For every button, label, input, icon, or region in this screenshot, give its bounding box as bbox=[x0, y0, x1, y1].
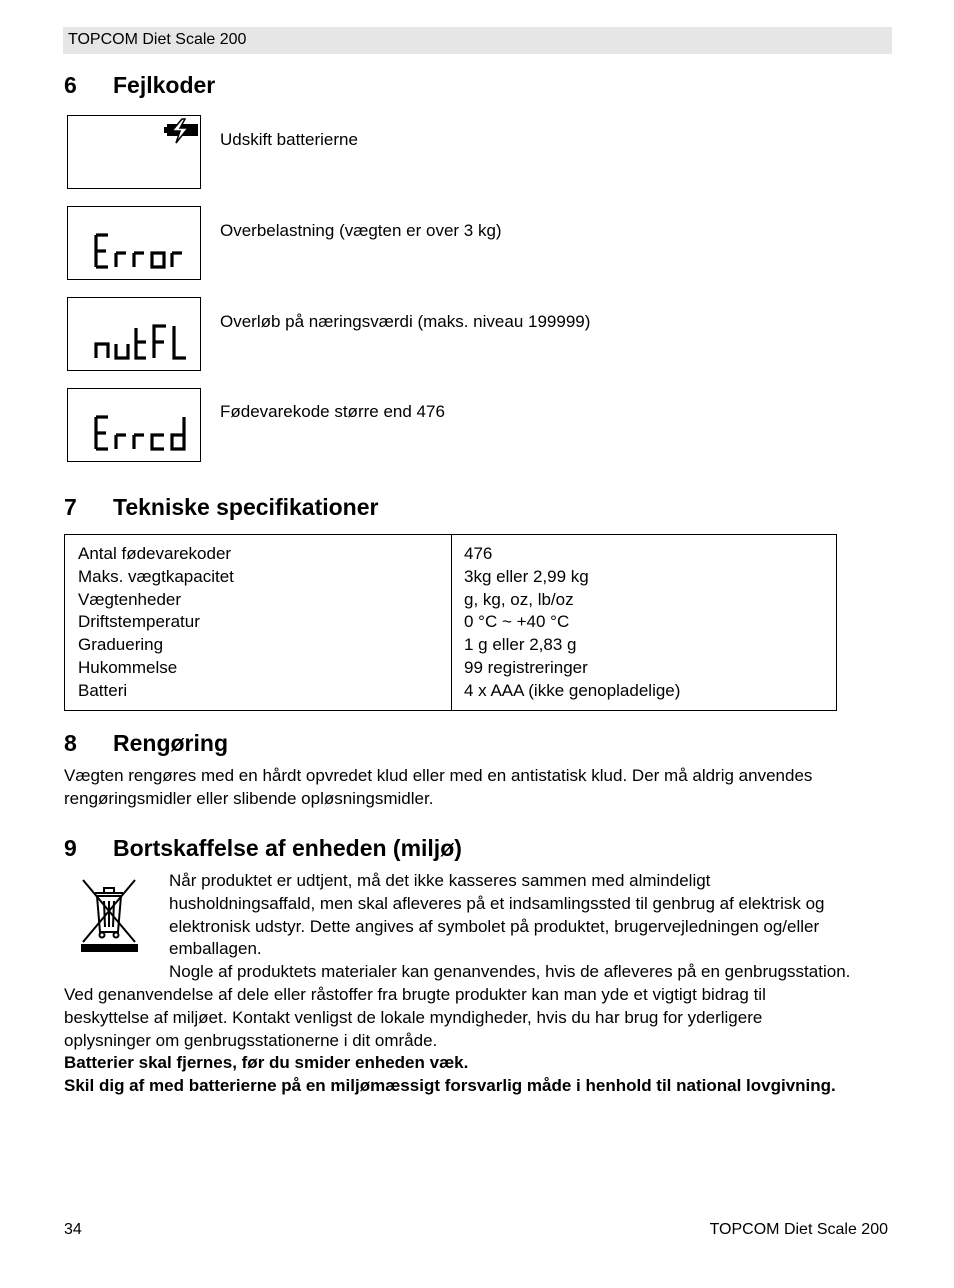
paragraph-line: Når produktet er udtjent, må det ikke kasseres sammen med almindeligt bbox=[169, 871, 711, 890]
section-number: 8 bbox=[64, 730, 77, 756]
spec-label: Hukommelse bbox=[78, 657, 178, 677]
error-description: Overbelastning (vægten er over 3 kg) bbox=[220, 221, 502, 240]
section-title: Tekniske specifikationer bbox=[113, 494, 379, 520]
battery-low-icon bbox=[68, 116, 202, 190]
spec-value: 4 x AAA (ikke genopladelige) bbox=[464, 680, 681, 700]
spec-value: 1 g eller 2,83 g bbox=[464, 635, 577, 655]
table-divider bbox=[451, 535, 452, 710]
lcd-error-text bbox=[68, 207, 202, 281]
cleaning-paragraph bbox=[64, 765, 894, 811]
section-title: Bortskaffelse af enheden (miljø) bbox=[113, 835, 462, 861]
lcd-error-display bbox=[67, 206, 201, 280]
disposal-indented-paragraph bbox=[169, 870, 889, 984]
section-number: 9 bbox=[64, 835, 77, 861]
lcd-nutfl-display bbox=[67, 297, 201, 371]
lcd-errcd-display bbox=[67, 388, 201, 462]
spec-labels-column bbox=[78, 543, 234, 703]
paragraph-line: husholdningsaffald, men skal afleveres på et indsamlingssted til genbrug af elektrisk og bbox=[169, 893, 825, 913]
section-number: 6 bbox=[64, 72, 77, 98]
spec-label: Driftstemperatur bbox=[78, 612, 200, 632]
paragraph-line: beskyttelse af miljøet. Kontakt venligst de lokale myndigheder, hvis du har brug for yderligere bbox=[64, 1007, 763, 1027]
disposal-paragraph bbox=[64, 984, 894, 1098]
paragraph-line: rengøringsmidler eller slibende opløsningsmidler. bbox=[64, 788, 434, 808]
spec-label: Antal fødevarekoder bbox=[78, 544, 232, 563]
page-header bbox=[63, 27, 892, 54]
spec-value: 476 bbox=[464, 544, 493, 563]
error-description: Overløb på næringsværdi (maks. niveau 199999) bbox=[220, 312, 591, 331]
spec-label: Vægtenheder bbox=[78, 589, 182, 609]
lcd-errcd-text bbox=[68, 389, 202, 463]
spec-label: Maks. vægtkapacitet bbox=[78, 566, 234, 586]
spec-table bbox=[64, 534, 837, 711]
section-title: Rengøring bbox=[113, 730, 228, 756]
lcd-battery-display bbox=[67, 115, 201, 189]
spec-value: 0 °C ~ +40 °C bbox=[464, 612, 570, 632]
paragraph-line: emballagen. bbox=[169, 939, 262, 959]
spec-value: 3kg eller 2,99 kg bbox=[464, 566, 589, 586]
footer-brand: TOPCOM Diet Scale 200 bbox=[709, 1221, 888, 1238]
spec-label: Batteri bbox=[78, 680, 128, 700]
section-number: 7 bbox=[64, 494, 77, 520]
paragraph-line: Ved genanvendelse af dele eller råstoffer fra brugte produkter kan man yde et vigtigt bidrag til bbox=[64, 985, 766, 1004]
error-description: Fødevarekode større end 476 bbox=[220, 402, 445, 421]
spec-values-column bbox=[464, 543, 680, 703]
paragraph-line: oplysninger om genbrugsstationerne i dit område. bbox=[64, 1030, 438, 1050]
paragraph-line: elektronisk udstyr. Dette angives af symbolet på produktet, brugervejledningen og/eller bbox=[169, 916, 820, 936]
battery-disposal-line: Skil dig af med batterierne på en miljømæssigt forsvarlig måde i henhold til national lovgivning. bbox=[64, 1076, 836, 1096]
weee-crossed-bin-icon bbox=[78, 876, 140, 954]
paragraph-line: Nogle af produktets materialer kan genanvendes, hvis de afleveres på en genbrugsstation. bbox=[169, 962, 851, 982]
paragraph-line: Vægten rengøres med en hårdt opvredet klud eller med en antistatisk klud. Der må aldrig anvendes bbox=[64, 766, 813, 785]
header-title: TOPCOM Diet Scale 200 bbox=[68, 31, 247, 48]
spec-value: g, kg, oz, lb/oz bbox=[464, 589, 574, 609]
battery-warning-line: Batterier skal fjernes, før du smider enheden væk. bbox=[64, 1053, 469, 1073]
spec-value: 99 registreringer bbox=[464, 657, 588, 677]
page-number: 34 bbox=[64, 1221, 82, 1238]
spec-label: Graduering bbox=[78, 635, 164, 655]
error-description: Udskift batterierne bbox=[220, 130, 358, 149]
lcd-nutfl-text bbox=[68, 298, 202, 372]
section-title: Fejlkoder bbox=[113, 72, 216, 98]
